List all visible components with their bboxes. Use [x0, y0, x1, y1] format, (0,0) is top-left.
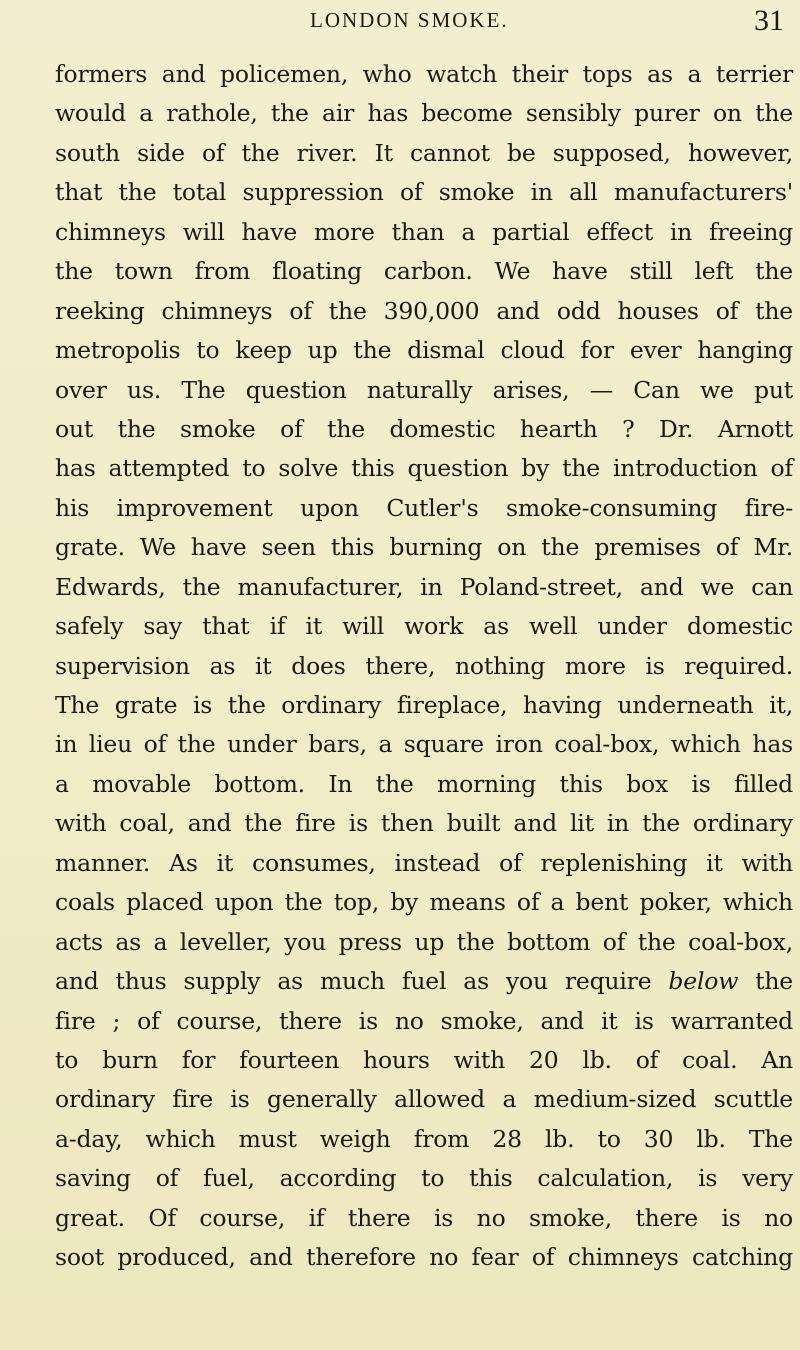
text-line-8: metropolis to keep up the dismal cloud for ever hanging — [55, 336, 793, 365]
running-title: LONDON SMOKE. — [310, 8, 509, 32]
text-line-24-end: the — [755, 967, 793, 996]
text-line-20: with coal, and the fire is then built and lit in the ordinary — [55, 809, 793, 838]
text-line-7: reeking chimneys of the 390,000 and odd houses of the — [55, 296, 793, 325]
text-line-29: saving of fuel, according to this calculation, is very — [55, 1164, 793, 1193]
text-line-1: formers and policemen, who watch their tops as a terrier — [55, 60, 793, 88]
running-head — [0, 4, 800, 38]
text-line-10: out the smoke of the domestic hearth ? Dr. Arnott — [55, 414, 793, 443]
text-line-27: ordinary fire is generally allowed a medium-sized scuttle — [55, 1085, 793, 1114]
text-line-25: fire ; of course, there is no smoke, and it is warranted — [55, 1006, 793, 1035]
italic-below: below — [668, 967, 739, 996]
text-line-11: has attempted to solve this question by the introduction of — [55, 454, 793, 483]
text-line-17: The grate is the ordinary fireplace, having underneath it, — [55, 691, 793, 719]
text-line-3: south side of the river. It cannot be supposed, however, — [55, 138, 793, 167]
text-line-9: over us. The question naturally arises, — Can we put — [55, 375, 793, 404]
text-line-19: a movable bottom. In the morning this box is filled — [55, 769, 793, 798]
body-text — [55, 55, 793, 1278]
text-line-5: chimneys will have more than a partial effect in freeing — [55, 217, 793, 246]
text-line-6: the town from floating carbon. We have still left the — [55, 257, 793, 286]
text-line-31: soot produced, and therefore no fear of chimneys catching — [55, 1243, 793, 1272]
text-line-14: Edwards, the manufacturer, in Poland-street, and we can — [55, 572, 793, 601]
text-line-2: would a rathole, the air has become sensibly purer on the — [55, 99, 793, 128]
text-line-23: acts as a leveller, you press up the bottom of the coal-box, — [55, 927, 793, 956]
text-line-13: grate. We have seen this burning on the premises of Mr. — [55, 533, 793, 562]
text-line-24-start: and thus supply as much fuel as you require — [55, 967, 652, 996]
text-line-21: manner. As it consumes, instead of replenishing it with — [55, 848, 793, 877]
text-line-15: safely say that if it will work as well under domestic — [55, 612, 793, 641]
page-number: 31 — [754, 4, 784, 37]
text-line-4: that the total suppression of smoke in all manufacturers' — [55, 178, 793, 207]
text-line-28: a-day, which must weigh from 28 lb. to 30 lb. The — [55, 1124, 793, 1153]
text-line-16: supervision as it does there, nothing more is required. — [55, 651, 793, 680]
text-line-22: coals placed upon the top, by means of a bent poker, which — [55, 888, 793, 917]
text-line-26: to burn for fourteen hours with 20 lb. of coal. An — [55, 1045, 793, 1074]
text-line-18: in lieu of the under bars, a square iron coal-box, which has — [55, 730, 793, 759]
text-line-24 — [55, 962, 793, 1001]
text-line-12: his improvement upon Cutler's smoke-consuming fire- — [55, 493, 793, 522]
text-line-30: great. Of course, if there is no smoke, there is no — [55, 1203, 793, 1232]
